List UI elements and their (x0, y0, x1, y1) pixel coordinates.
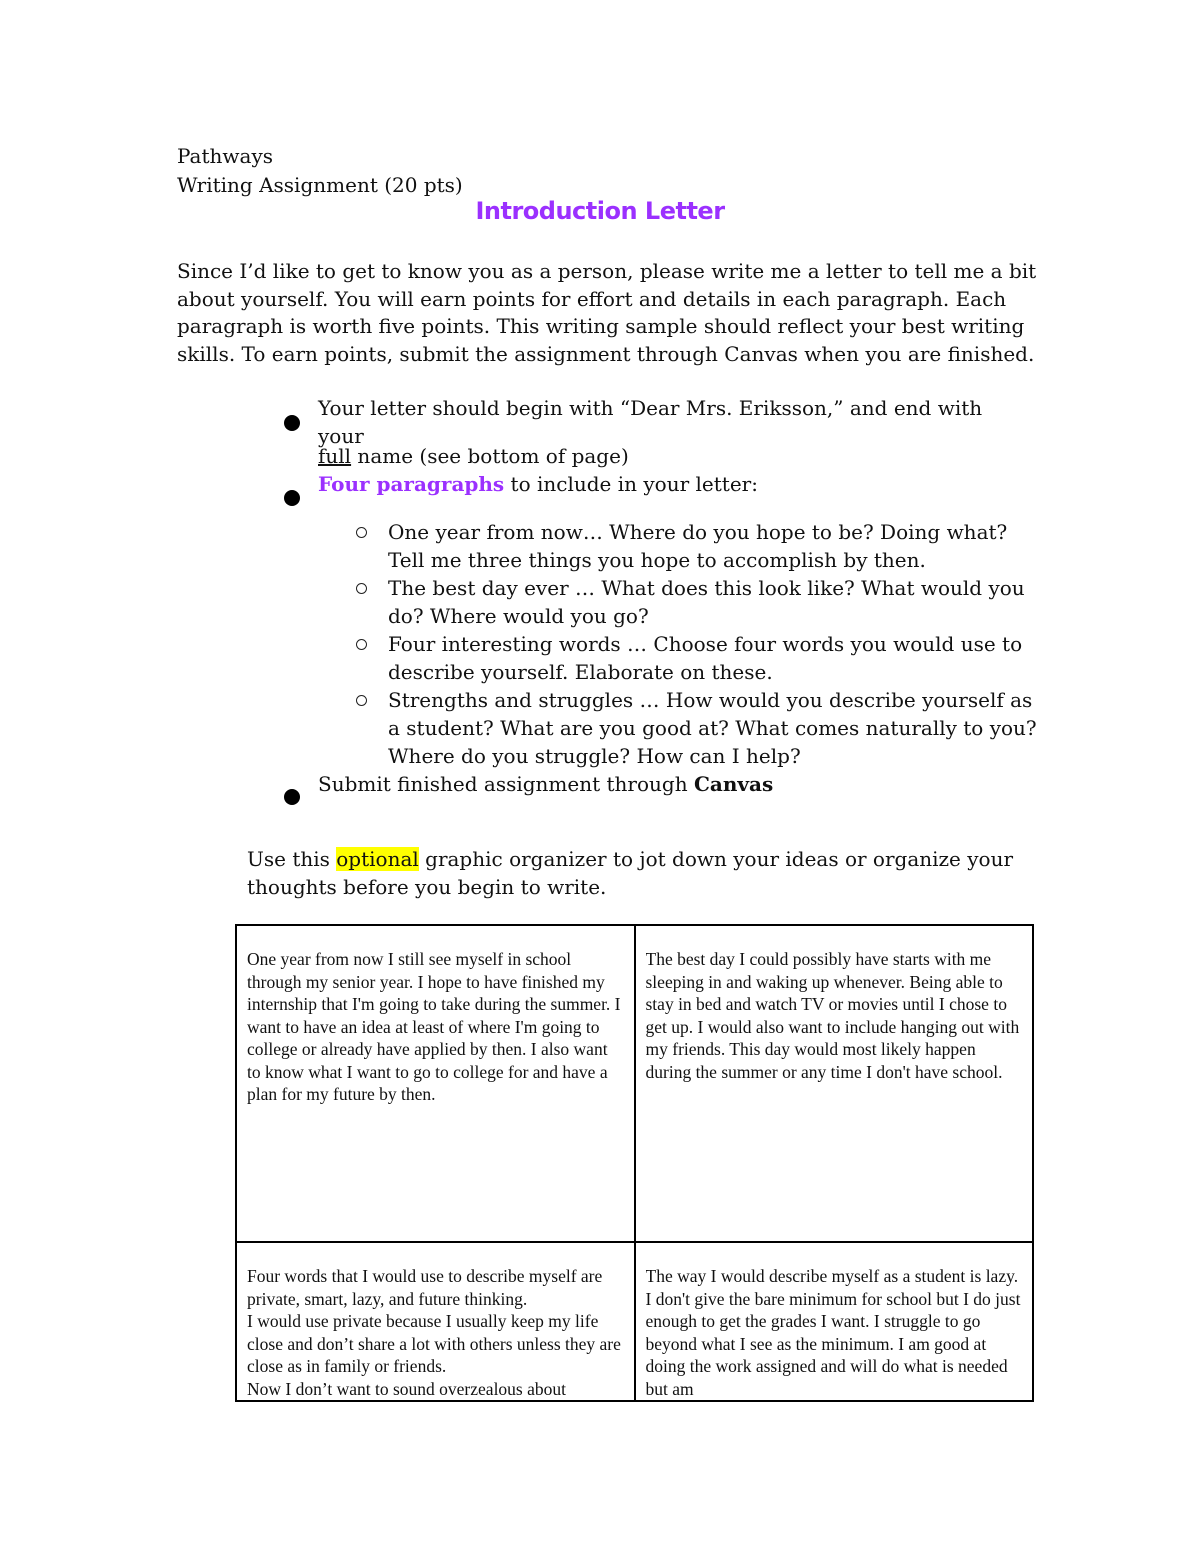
table-cell-one-year[interactable] (236, 925, 635, 1242)
sub-bullet-circle-icon (356, 527, 367, 538)
sub-item-2: The best day ever … What does this look like? What would you do? Where would you go? (388, 576, 1025, 628)
bullet-3-text: Submit finished assignment through (318, 772, 694, 796)
cell-text: Four words that I would use to describe myself are private, smart, lazy, and future thinking. (247, 1266, 603, 1309)
organizer-after: graphic organizer to jot down your ideas or organize your thoughts before you begin to write. (247, 847, 1014, 899)
optional-highlight: optional (336, 847, 419, 871)
table-cell-student[interactable] (635, 1242, 1034, 1401)
organizer-before: Use this (247, 847, 337, 871)
table-cell-four-words[interactable] (236, 1242, 635, 1401)
bullet-1-line1: Your letter should begin with “Dear Mrs. Eriksson,” and end with your (318, 396, 983, 448)
cell-text: Now I don’t want to sound overzealous about (247, 1378, 566, 1399)
sub-item-4: Strengths and struggles … How would you describe yourself as a student? What are you good at? What comes naturally to you? Where do you struggle? How can I help? (388, 688, 1037, 768)
bullet-2 (318, 470, 1018, 498)
bullet-dot-icon (284, 415, 300, 431)
four-paragraphs-label: Four paragraphs (318, 472, 505, 496)
cell-text: I would use private because I usually keep my life close and don’t share a lot with others unless they are close as in family or friends. (247, 1311, 621, 1376)
table-row (236, 925, 1033, 1242)
bullet-2-rest: to include in your letter: (504, 472, 758, 496)
bullet-1-line2 (318, 442, 1018, 470)
cell-text: One year from now I still see myself in school through my senior year. I hope to have finished my internship that I'm going to take during the summer. I want to have an idea at least of where I'm going to college or already have applied by then. I also want to know what I want to go to college for and have a plan for my future by then. (247, 949, 621, 1104)
course-name: Pathways (177, 144, 274, 168)
intro-paragraph: Since I’d like to get to know you as a person, please write me a letter to tell me a bit about yourself. You will earn points for effort and details in each paragraph. Each paragraph is worth five points. This writing sample should reflect your best writing skills. To earn points, submit the assignment through Canvas when you are finished. (177, 259, 1037, 366)
organizer-intro (247, 845, 1047, 901)
cell-text: The way I would describe myself as a student is lazy. I don't give the bare minimum for school but I do just enough to get the grades I want. I struggle to go beyond what I see as the minimum. I am good at doing the work assigned and will do what is needed but am (645, 1266, 1021, 1399)
full-underlined: full (318, 444, 352, 468)
bullet-3 (318, 770, 1018, 798)
assignment-name: Writing Assignment (20 pts) (177, 173, 463, 197)
sub-bullet-circle-icon (356, 583, 367, 594)
table-cell-best-day[interactable] (635, 925, 1034, 1242)
sub-item-3: Four interesting words … Choose four words you would use to describe yourself. Elaborate on these. (388, 632, 1023, 684)
cell-text: The best day I could possibly have starts with me sleeping in and waking up whenever. Being able to stay in bed and watch TV or movies until I chose to get up. I would also want to include hanging out with my friends. This day would most likely happen during the summer or any time I don't have school. (645, 949, 1020, 1082)
page-title: Introduction Letter (475, 197, 725, 225)
bullet-dot-icon (284, 789, 300, 805)
sub-bullet-circle-icon (356, 639, 367, 650)
canvas-label: Canvas (693, 772, 774, 796)
sub-bullet-circle-icon (356, 695, 367, 706)
sub-item-1: One year from now… Where do you hope to be? Doing what? Tell me three things you hope to accomplish by then. (388, 520, 1008, 572)
graphic-organizer-table (235, 924, 1034, 1402)
bullet-dot-icon (284, 490, 300, 506)
bullet-1-line2-rest: name (see bottom of page) (351, 444, 629, 468)
table-row (236, 1242, 1033, 1401)
cell-text-group (247, 1265, 624, 1400)
